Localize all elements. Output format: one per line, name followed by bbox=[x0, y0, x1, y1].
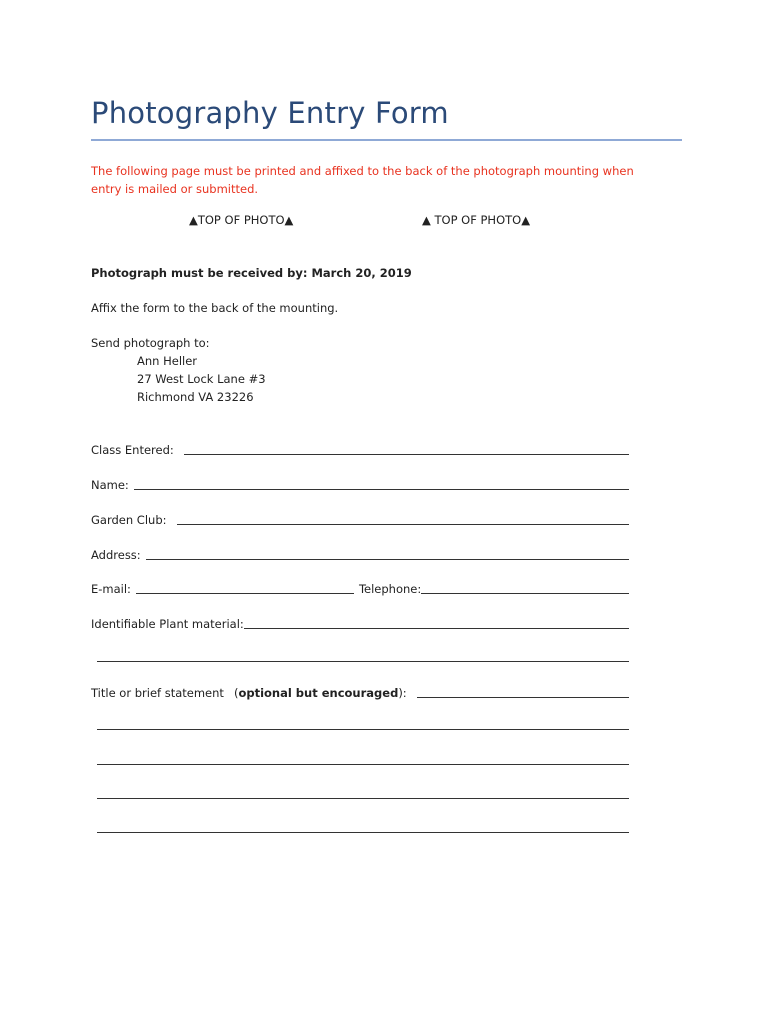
affix-instruction: Affix the form to the back of the mounting. bbox=[91, 301, 339, 315]
name-blank[interactable] bbox=[134, 489, 629, 490]
email-telephone-row[interactable] bbox=[91, 577, 629, 597]
mailing-address bbox=[137, 352, 266, 406]
title-paren-open: ( bbox=[233, 686, 239, 700]
telephone-blank[interactable] bbox=[421, 593, 629, 594]
class-entered-blank[interactable] bbox=[184, 454, 629, 455]
name-label: Name: bbox=[91, 478, 129, 492]
garden-club-label: Garden Club: bbox=[91, 513, 167, 527]
garden-club-field[interactable] bbox=[91, 508, 629, 528]
address-label: Address: bbox=[91, 548, 141, 562]
print-notice: The following page must be printed and affixed to the back of the photograph mounting when entry is mailed or submitted. bbox=[91, 164, 634, 196]
send-to-label: Send photograph to: bbox=[91, 336, 210, 350]
top-of-photo-marker-left: ▲TOP OF PHOTO▲ bbox=[189, 213, 294, 227]
title-statement-field[interactable] bbox=[91, 681, 629, 701]
class-entered-label: Class Entered: bbox=[91, 443, 174, 457]
deadline-text: Photograph must be received by: March 20, 2019 bbox=[91, 266, 412, 280]
statement-line-4[interactable] bbox=[97, 832, 629, 833]
statement-line-3[interactable] bbox=[97, 798, 629, 799]
top-of-photo-marker-right: ▲ TOP OF PHOTO▲ bbox=[422, 213, 531, 227]
statement-line-1[interactable] bbox=[97, 729, 629, 730]
recipient-city: Richmond VA 23226 bbox=[137, 390, 254, 404]
title-statement-label: Title or brief statement bbox=[91, 686, 224, 700]
plant-material-label: Identifiable Plant material: bbox=[91, 617, 244, 631]
title-underline bbox=[91, 139, 682, 141]
recipient-name: Ann Heller bbox=[137, 354, 198, 368]
address-blank[interactable] bbox=[146, 559, 629, 560]
page-title: Photography Entry Form bbox=[91, 96, 449, 130]
plant-material-blank[interactable] bbox=[244, 628, 629, 629]
garden-club-blank[interactable] bbox=[177, 524, 630, 525]
email-label: E-mail: bbox=[91, 582, 131, 596]
telephone-label: Telephone: bbox=[358, 582, 422, 596]
class-entered-field[interactable] bbox=[91, 438, 629, 458]
plant-material-field[interactable] bbox=[91, 612, 629, 632]
title-paren-close: ): bbox=[398, 686, 407, 700]
optional-note: optional but encouraged bbox=[238, 686, 399, 700]
title-statement-blank[interactable] bbox=[417, 697, 629, 698]
statement-line-2[interactable] bbox=[97, 764, 629, 765]
address-field[interactable] bbox=[91, 543, 629, 563]
recipient-street: 27 West Lock Lane #3 bbox=[137, 372, 266, 386]
plant-material-extra-line[interactable] bbox=[97, 661, 629, 662]
email-blank[interactable] bbox=[136, 593, 354, 594]
name-field[interactable] bbox=[91, 473, 629, 493]
